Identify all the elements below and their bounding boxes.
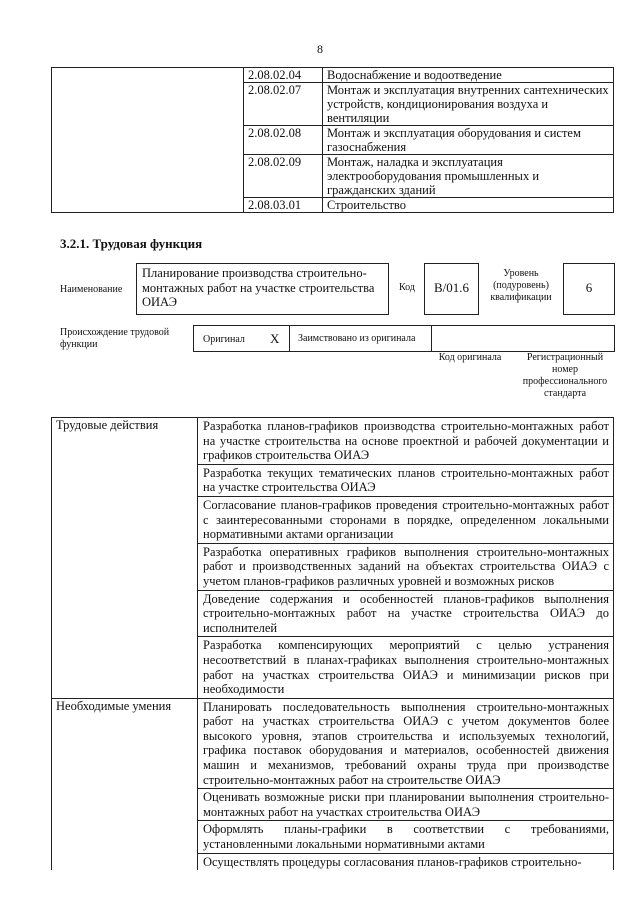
code-label: Код [399,282,415,293]
level-value: 6 [563,263,615,315]
page-number: 8 [317,42,323,56]
function-details-table [51,417,614,870]
table-row [52,698,614,789]
list-item: Согласование планов-графиков проведения строительно-монтажных работ с заинтересованными сторонами в порядке, определенном локальными нормативными актами организации [198,496,614,543]
list-item: Планировать последовательность выполнения строительно-монтажных работ на участках строительства ОИАЭ с учетом документов более высокого уровня, этапов строительства и используемых технологий, графика поставок оборудования и материалов, особенностей движения машин и механизмов, требований охраны труда при производстве строительно-монтажных работ на строительстве ОИАЭ [198,698,614,789]
registration-caption: Регистрационный номер профессионального стандарта [522,352,608,399]
borrowed-box [289,325,432,352]
list-item: Разработка компенсирующих мероприятий с целью устранения несоответствий в планах-графиках выполнения строительно-монтажных работ на участках строительства ОИАЭ и минимизации рисков при необходимости [198,637,614,698]
table-row [52,68,614,83]
original-label: Оригинал [203,334,245,345]
function-code: B/01.6 [424,263,479,315]
specialty-code: 2.08.02.09 [244,155,323,198]
list-item: Разработка оперативных графиков выполнения строительно-монтажных работ и производственных заданий на объектах строительства ОИАЭ с учетом планов-графиков различных уровней и возможных рисков [198,543,614,590]
specialty-code: 2.08.02.08 [244,126,323,155]
list-item: Доведение содержания и особенностей планов-графиков выполнения строительно-монтажных работ на участке строительства ОИАЭ до исполнителей [198,590,614,637]
empty-cell [52,68,244,213]
origin-label: Происхождение трудовой функции [60,327,170,350]
original-mark: X [270,331,280,346]
original-box [193,325,290,352]
list-item: Разработка текущих тематических планов строительно-монтажных работ на участке строительства ОИАЭ [198,464,614,496]
specialty-code: 2.08.02.07 [244,83,323,126]
specialty-name: Водоснабжение и водоотведение [323,68,614,83]
list-item: Оформлять планы-графики в соответствии с требованиями, установленными локальными нормативными актами [198,821,614,853]
section-label: Трудовые действия [52,418,198,699]
name-label: Наименование [60,284,123,295]
specialty-code: 2.08.03.01 [244,198,323,213]
section-label: Необходимые умения [52,698,198,870]
list-item: Разработка планов-графиков производства строительно-монтажных работ на участке строительства на основе проектной и рабочей документации и графиков строительства ОИАЭ [198,418,614,465]
specialty-name: Монтаж и эксплуатация внутренних сантехнических устройств, кондиционирования воздуха и вентиляции [323,83,614,126]
function-name: Планирование производства строительно-монтажных работ на участке строительства ОИАЭ [136,263,389,315]
level-label: Уровень (подуровень) квалификации [490,268,552,303]
section-heading: 3.2.1. Трудовая функция [60,236,203,251]
list-item: Оценивать возможные риски при планировании выполнения строительно-монтажных работ на участках строительства ОИАЭ [198,789,614,821]
specialty-code: 2.08.02.04 [244,68,323,83]
specialty-table [51,67,614,213]
code-original-caption: Код оригинала [438,352,502,363]
specialty-name: Строительство [323,198,614,213]
borrowed-label: Заимствовано из оригинала [298,333,416,344]
specialty-name: Монтаж и эксплуатация оборудования и систем газоснабжения [323,126,614,155]
specialty-name: Монтаж, наладка и эксплуатация электрооборудования промышленных и гражданских зданий [323,155,614,198]
table-row [52,418,614,465]
list-item: Осуществлять процедуры согласования планов-графиков строительно- [198,853,614,870]
origin-empty-box [431,325,615,352]
